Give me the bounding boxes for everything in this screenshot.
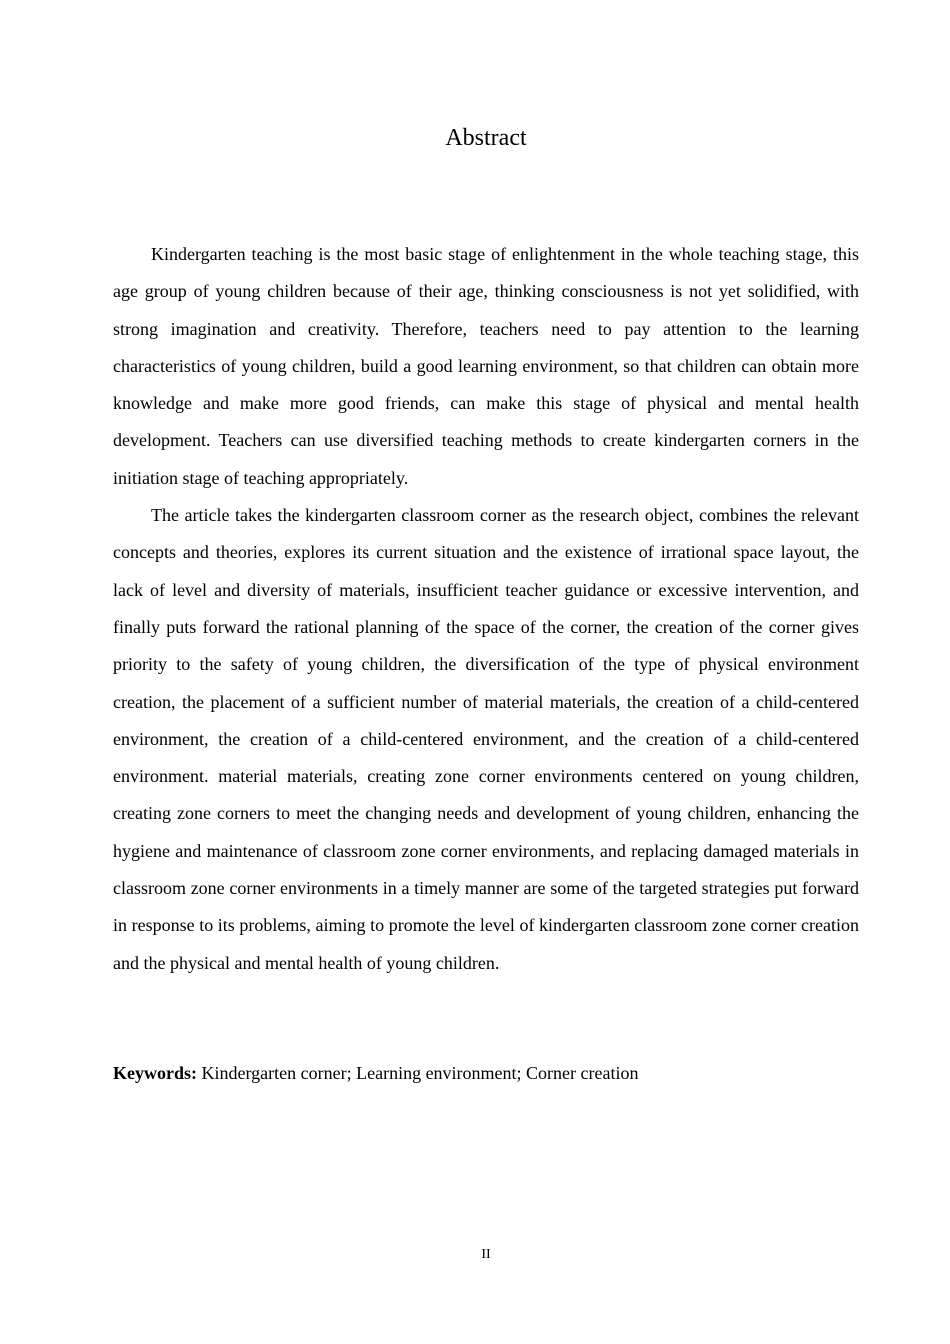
abstract-paragraph-2: The article takes the kindergarten classroom corner as the research object, combines the relevant concepts and theories, explores its current situation and the existence of irrational space layout, the lack of level and diversity of materials, insufficient teacher guidance or excessive intervention, and finally puts forward the rational planning of the space of the corner, the creation of the corner gives priority to the safety of young children, the diversification of the type of physical environment creation, the placement of a sufficient number of material materials, the creation of a child-centered environment, the creation of a child-centered environment, and the creation of a child-centered environment. material materials, creating zone corner environments centered on young children, creating zone corners to meet the changing needs and development of young children, enhancing the hygiene and maintenance of classroom zone corner environments, and replacing damaged materials in classroom zone corner environments in a timely manner are some of the targeted strategies put forward in response to its problems, aiming to promote the level of kindergarten classroom zone corner creation and the physical and mental health of young children. [113,505,859,973]
keywords-line [113,1055,859,1092]
abstract-body [113,236,859,982]
abstract-title: Abstract [445,125,527,151]
abstract-paragraph-1: Kindergarten teaching is the most basic stage of enlightenment in the whole teaching stage, this age group of young children because of their age, thinking consciousness is not yet solidified, with strong imagination and creativity. Therefore, teachers need to pay attention to the learning characteristics of young children, build a good learning environment, so that children can obtain more knowledge and make more good friends, can make this stage of physical and mental health development. Teachers can use diversified teaching methods to create kindergarten corners in the initiation stage of teaching appropriately. [113,244,859,488]
keywords-label: Keywords: [113,1063,197,1083]
keywords-value: Kindergarten corner; Learning environment; Corner creation [201,1063,639,1083]
page-number: II [481,1247,491,1262]
